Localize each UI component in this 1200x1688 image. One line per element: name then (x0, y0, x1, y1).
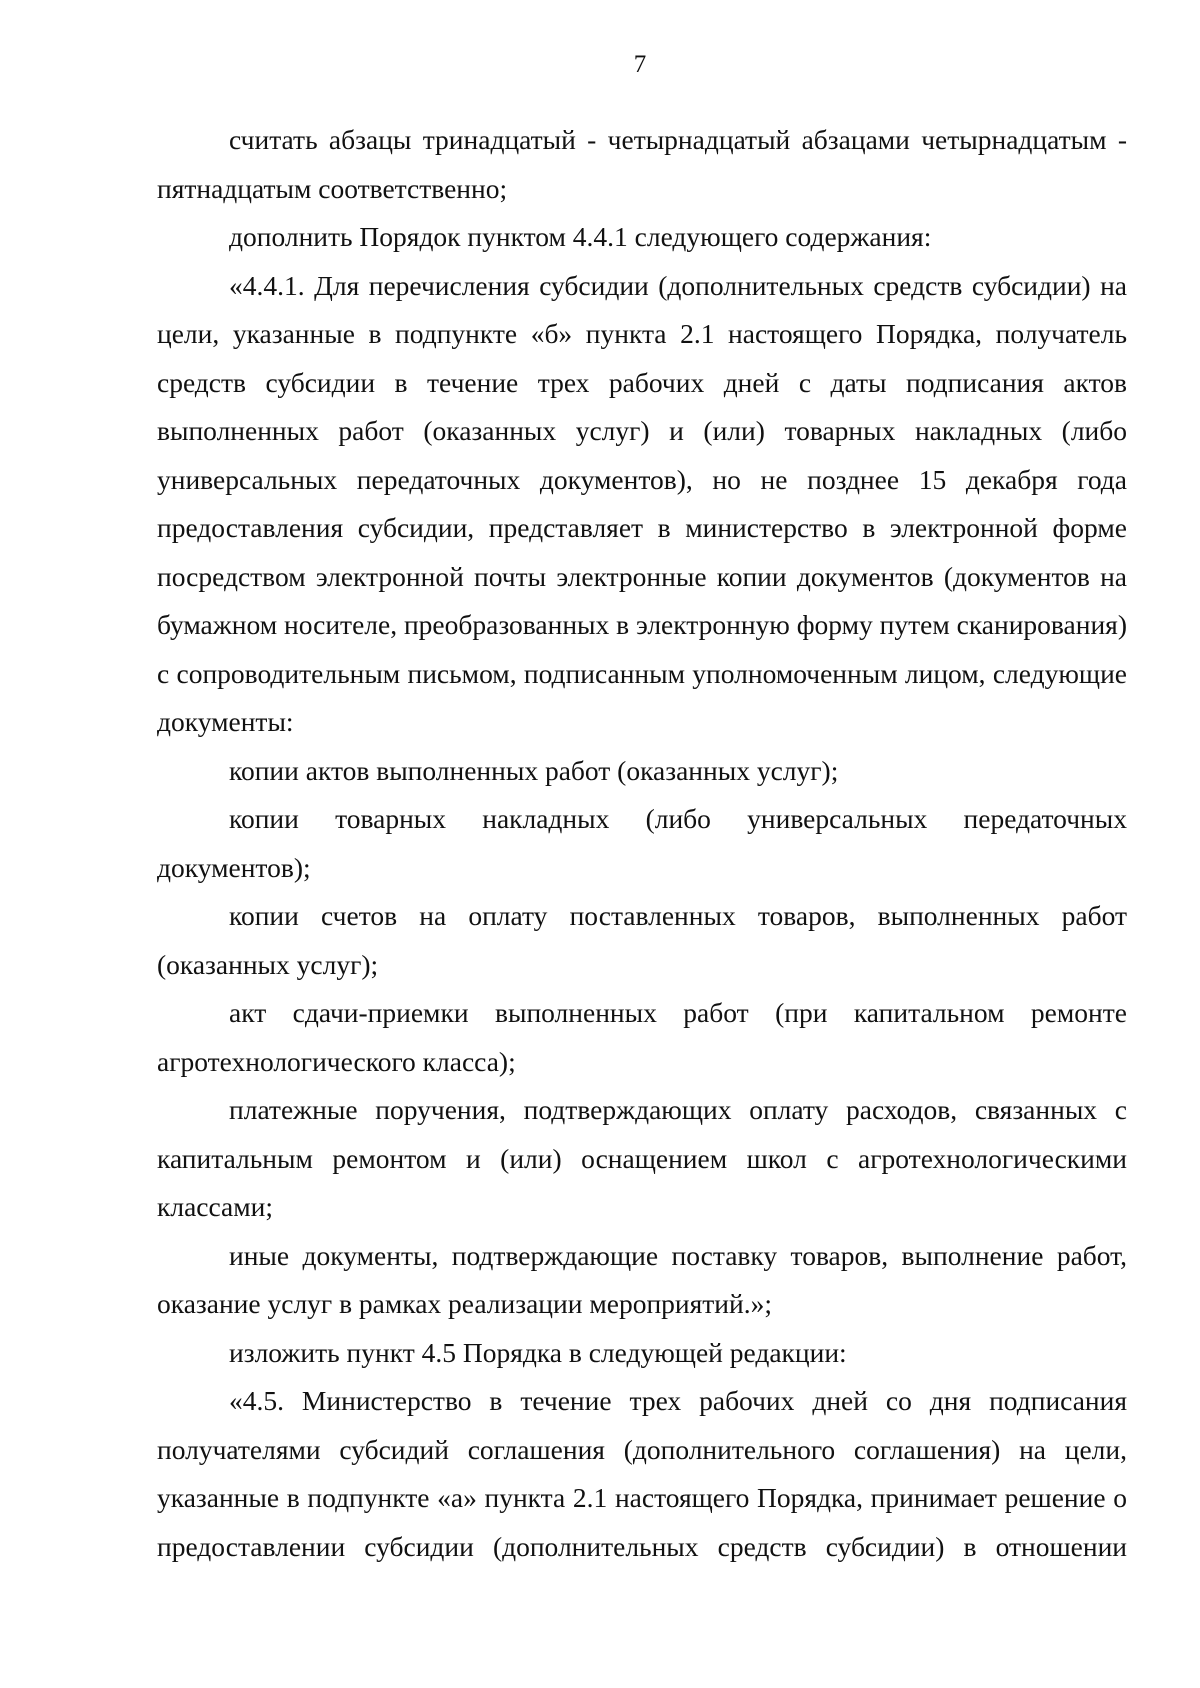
paragraph-restate-clause-intro: изложить пункт 4.5 Порядка в следующей редакции: (229, 1336, 847, 1368)
paragraph-add-clause-intro: дополнить Порядок пунктом 4.4.1 следующего содержания: (229, 221, 932, 252)
list-item-bills-copies: копии счетов на оплату поставленных товаров, выполненных работ (оказанных услуг); (157, 900, 1127, 980)
document-body (157, 116, 1127, 1571)
paragraph-clause-4-4-1: «4.4.1. Для перечисления субсидии (дополнительных средств субсидии) на цели, указанные в подпункте «б» пункта 2.1 настоящего Порядка, получатель средств субсидии в течение трех рабочих дней с даты подписания актов выполненных работ (оказанных услуг) и (или) товарных накладных (либо универсальных передаточных документов), но не позднее 15 декабря года предоставления субсидии, представляет в министерство в электронной форме посредством электронной почты электронные копии документов (документов на бумажном носителе, преобразованных в электронную форму путем сканирования) с сопроводительным письмом, подписанным уполномоченным лицом, следующие документы: (157, 269, 1127, 737)
page-number: 7 (633, 51, 647, 78)
list-item-payment-orders: платежные поручения, подтверждающих оплату расходов, связанных с капитальным ремонтом и (или) оснащением школ с агротехнологическими классами; (157, 1094, 1127, 1222)
paragraph-renumbering: считать абзацы тринадцатый - четырнадцатый абзацами четырнадцатым - пятнадцатым соответственно; (157, 124, 1127, 204)
list-item-invoices-copies: копии товарных накладных (либо универсальных передаточных документов); (157, 803, 1127, 883)
paragraph-clause-4-5: «4.5. Министерство в течение трех рабочих дней со дня подписания получателями субсидий соглашения (дополнительного соглашения) на цели, указанные в подпункте «а» пункта 2.1 настоящего Порядка, принимает решение о предоставлении субсидии (дополнительных средств субсидии) в отношении (157, 1385, 1127, 1562)
list-item-acceptance-act: акт сдачи-приемки выполненных работ (при капитальном ремонте агротехнологического класса); (157, 997, 1127, 1077)
list-item-other-documents: иные документы, подтверждающие поставку товаров, выполнение работ, оказание услуг в рамках реализации мероприятий.»; (157, 1239, 1127, 1319)
list-item-acts-copies: копии актов выполненных работ (оказанных услуг); (229, 754, 839, 786)
